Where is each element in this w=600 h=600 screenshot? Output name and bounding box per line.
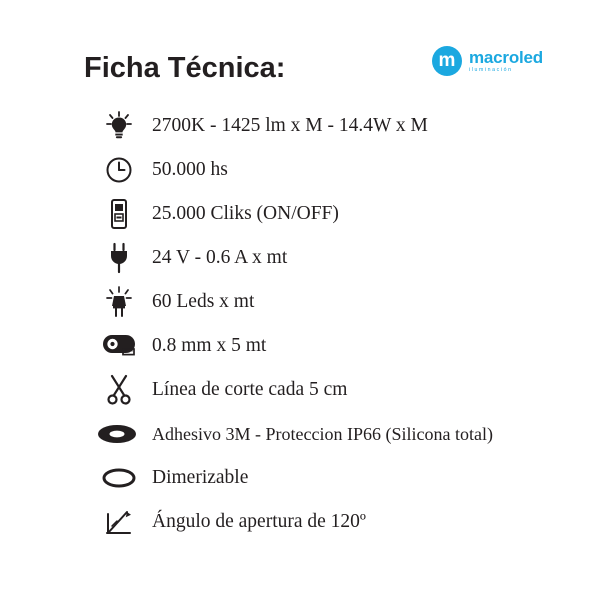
tape-roll-icon	[96, 412, 142, 456]
beam-angle-icon	[96, 500, 142, 544]
spec-text: 50.000 hs	[152, 159, 228, 180]
spec-text: 60 Leds x mt	[152, 291, 255, 312]
switch-icon	[96, 192, 142, 236]
spec-row	[96, 412, 596, 456]
led-chip-icon	[96, 280, 142, 324]
spec-row	[96, 236, 596, 280]
spec-text: Línea de corte cada 5 cm	[152, 379, 348, 400]
scissors-icon	[96, 368, 142, 412]
spec-text: Adhesivo 3M - Proteccion IP66 (Silicona total)	[152, 423, 493, 444]
plug-icon	[96, 236, 142, 280]
spec-row	[96, 104, 596, 148]
dimmer-ring-icon	[96, 456, 142, 500]
brand-tagline: iluminación	[469, 66, 513, 73]
spec-text: 2700K - 1425 lm x M - 14.4W x M	[152, 115, 428, 136]
lightbulb-icon	[96, 104, 142, 148]
spec-row	[96, 368, 596, 412]
spec-row	[96, 148, 596, 192]
spec-text: 0.8 mm x 5 mt	[152, 335, 267, 356]
brand-text	[469, 49, 543, 73]
spec-list	[96, 104, 596, 544]
clock-icon	[96, 148, 142, 192]
brand-mark-letter: m	[438, 49, 456, 71]
spec-row	[96, 324, 596, 368]
spec-row	[96, 456, 596, 500]
brand-name: macroled	[469, 47, 543, 67]
spec-row	[96, 192, 596, 236]
spec-text: 24 V - 0.6 A x mt	[152, 247, 288, 268]
tape-measure-icon	[96, 324, 142, 368]
spec-row	[96, 280, 596, 324]
spec-text: Dimerizable	[152, 467, 249, 488]
spec-row	[96, 500, 596, 544]
spec-text: 25.000 Cliks (ON/OFF)	[152, 203, 339, 224]
spec-text: Ángulo de apertura de 120º	[152, 511, 366, 532]
brand-logo	[432, 46, 543, 76]
page-title: Ficha Técnica:	[84, 52, 286, 84]
brand-mark-icon	[432, 46, 462, 76]
